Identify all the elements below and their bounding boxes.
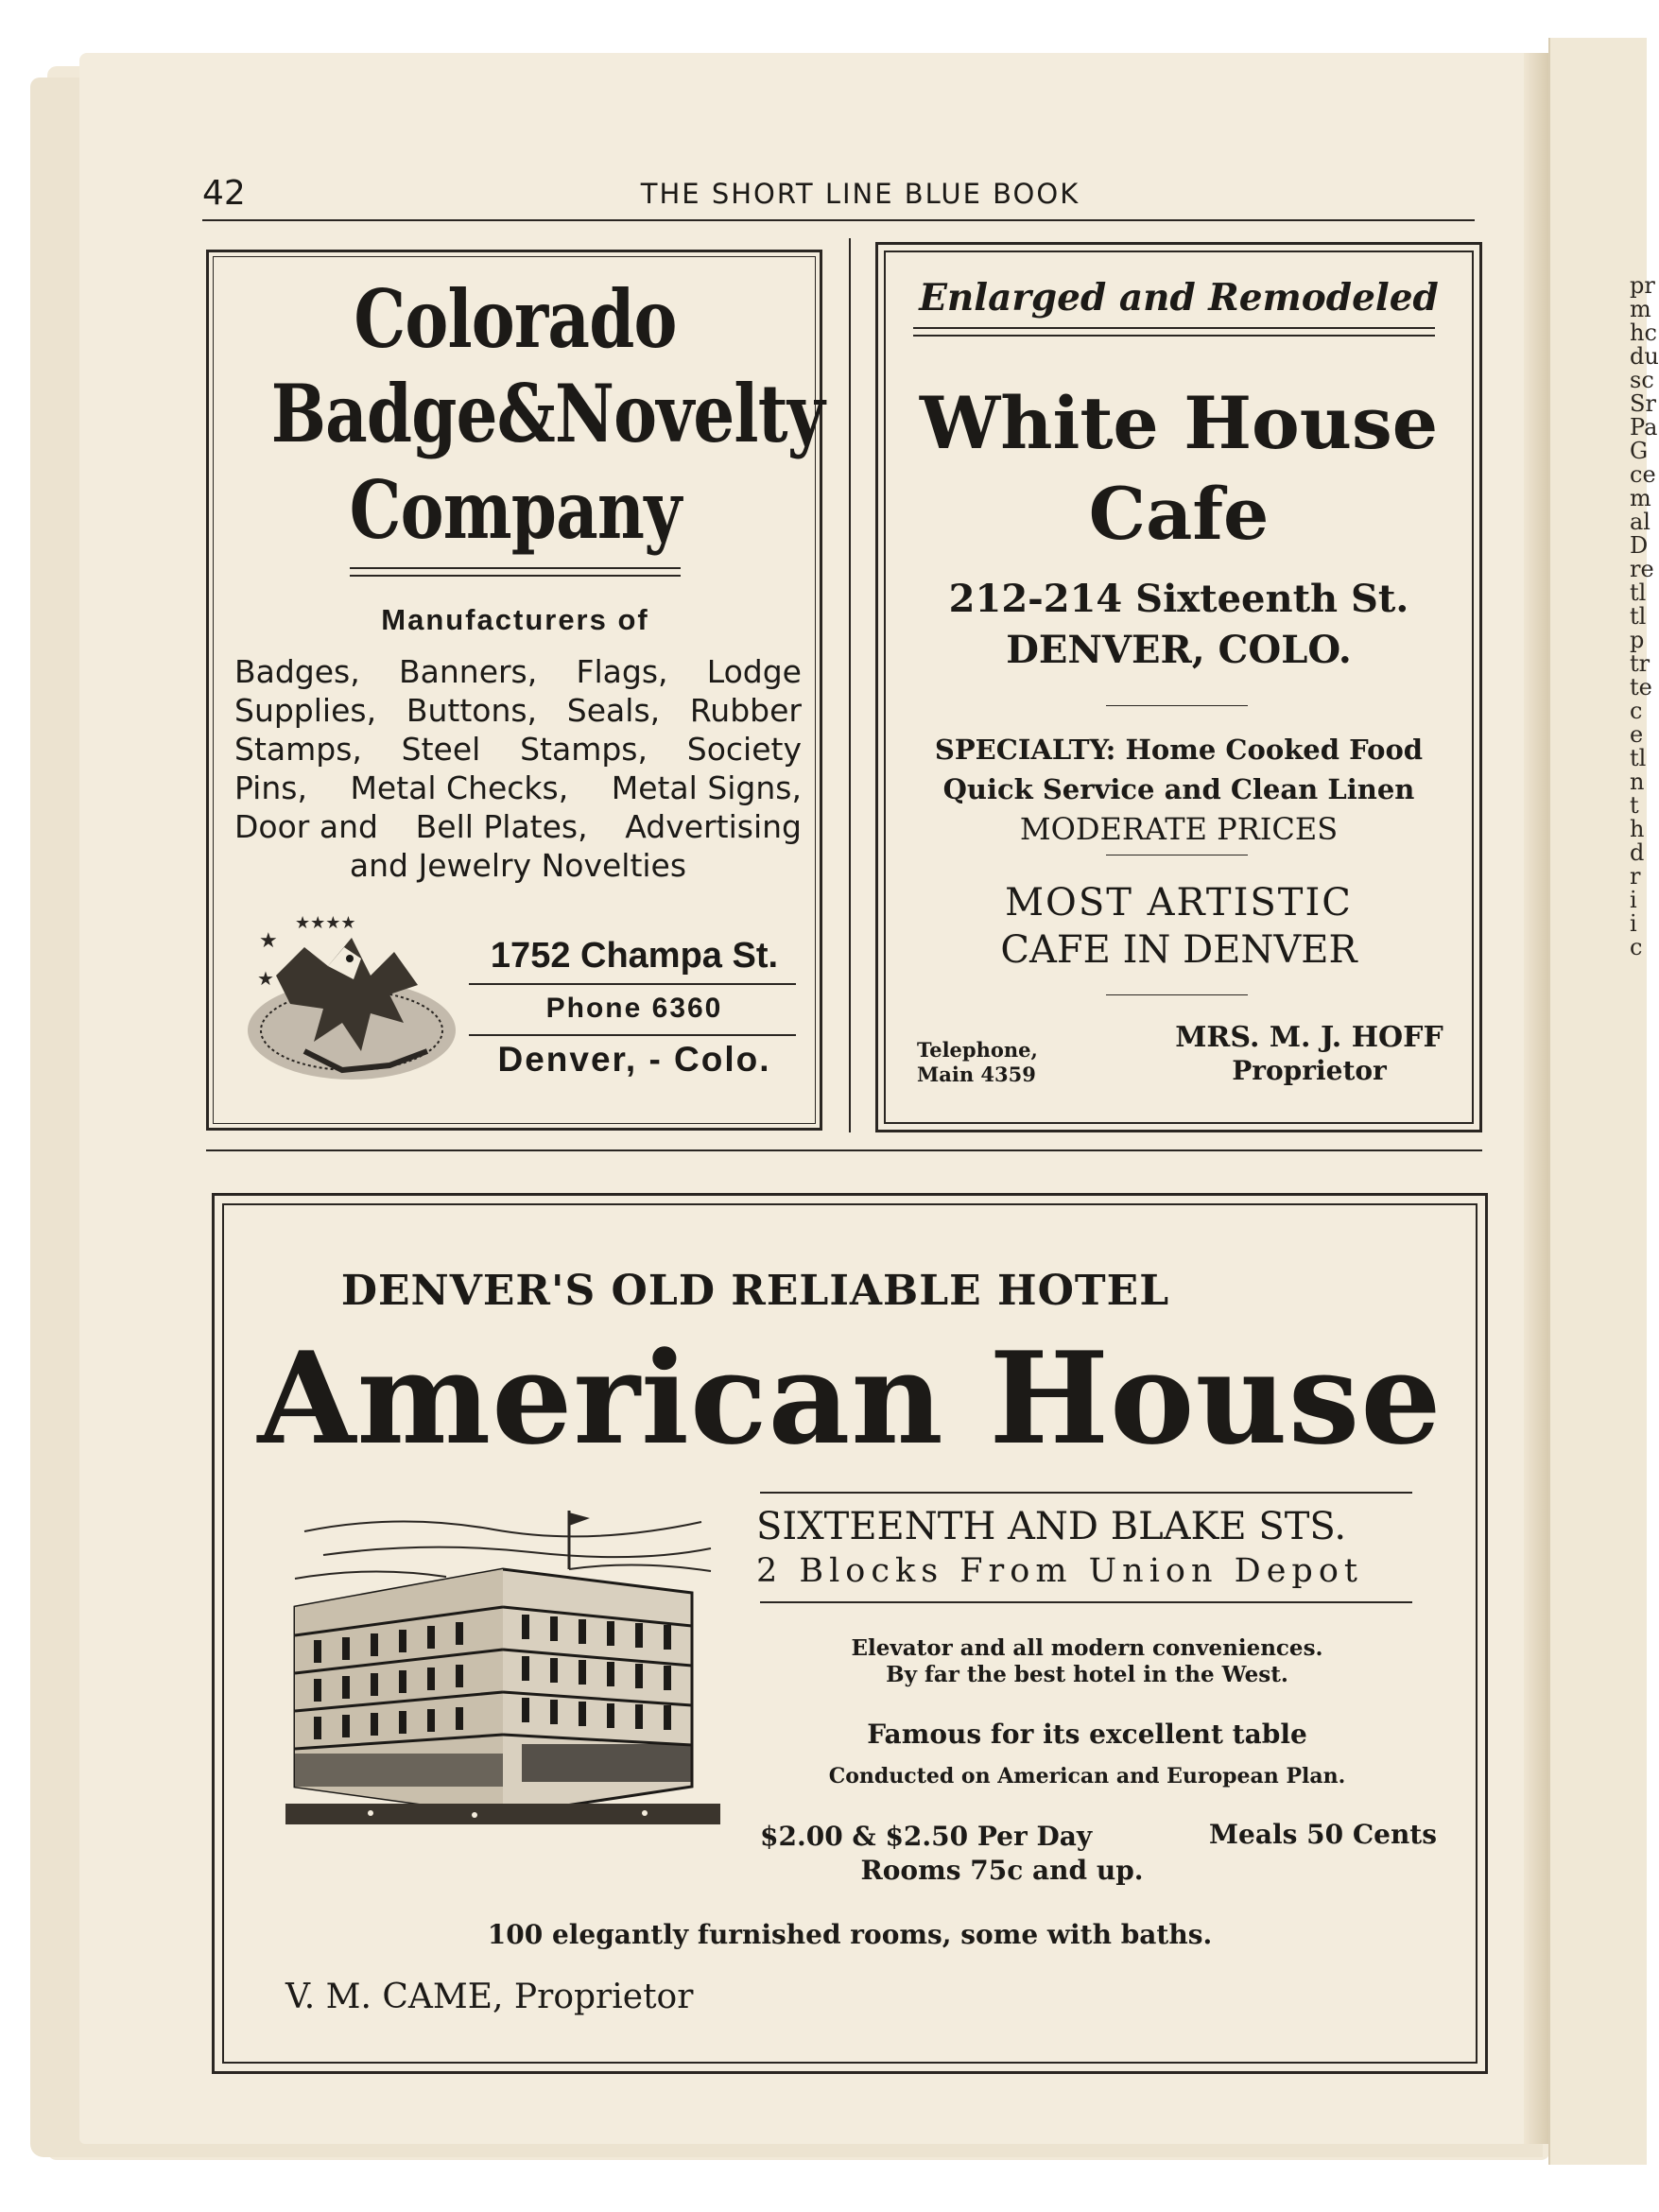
- facing-page-edge: [1548, 38, 1659, 2165]
- header-rule: [202, 219, 1475, 221]
- conveniences: Elevator and all modern conveniences.: [851, 1635, 1323, 1661]
- divider: [1106, 705, 1248, 706]
- cafe-name: Cafe: [1088, 472, 1270, 556]
- slogan: MOST ARTISTIC: [1005, 881, 1353, 925]
- divider: [913, 327, 1435, 329]
- divider: [469, 983, 796, 985]
- phone: Phone 6360: [545, 993, 723, 1024]
- divider: [469, 1034, 796, 1036]
- plan: Conducted on American and European Plan.: [828, 1764, 1346, 1789]
- company-name-line: Company: [349, 463, 682, 557]
- svg-text:★★★★: ★★★★: [295, 913, 356, 933]
- city: DENVER, COLO.: [1006, 628, 1352, 672]
- proprietor-name: MRS. M. J. HOFF: [1175, 1021, 1443, 1054]
- divider: [1106, 994, 1248, 995]
- manufacturers-of: Manufacturers of: [381, 603, 649, 636]
- specialty: SPECIALTY: Home Cooked Food: [934, 734, 1424, 766]
- best-hotel: By far the best hotel in the West.: [886, 1662, 1288, 1687]
- proprietor: V. M. CAME, Proprietor: [285, 1978, 694, 2016]
- divider: [760, 1601, 1412, 1603]
- address: 1752 Champa St.: [490, 936, 779, 976]
- meals-price: Meals 50 Cents: [1209, 1819, 1437, 1850]
- page-number: 42: [202, 174, 246, 213]
- ad-white-house-cafe: [875, 242, 1482, 1132]
- famous-table: Famous for its excellent table: [867, 1719, 1307, 1750]
- list-item: and Jewelry Novelties: [349, 847, 687, 884]
- heading: DENVER'S OLD RELIABLE HOTEL: [340, 1267, 1170, 1315]
- proprietor-label: Proprietor: [1232, 1055, 1387, 1086]
- divider: [913, 335, 1435, 337]
- section-rule: [206, 1149, 1482, 1151]
- distance: 2 Blocks From Union Depot: [756, 1552, 1363, 1590]
- facing-page-text: pr m hc du sc Sr Pa G ce m al D re tl tl p tr te c e tl n t h d r i i c: [1630, 272, 1659, 960]
- tagline: Enlarged and Remodeled: [919, 276, 1439, 320]
- column-rule: [849, 238, 851, 1132]
- list-item: Badges, Banners, Flags, Lodge: [234, 653, 802, 690]
- city: Denver, - Colo.: [497, 1040, 771, 1079]
- rate-per-day: $2.00 & $2.50 Per Day: [760, 1821, 1093, 1852]
- svg-text:★: ★: [259, 929, 278, 953]
- company-name-line: Colorado: [354, 272, 677, 366]
- hotel-name: American House: [257, 1323, 1443, 1473]
- hotel-building-engraving-icon: [285, 1503, 720, 1834]
- list-item: Door and Bell Plates, Advertising: [234, 808, 802, 845]
- eagle-engraving-icon: [238, 909, 465, 1098]
- cafe-name: White House: [919, 381, 1439, 465]
- company-name-line: Badge&Novelty: [270, 367, 824, 460]
- divider: [350, 567, 681, 569]
- list-item: Stamps, Steel Stamps, Society: [234, 731, 802, 768]
- furnished-rooms: 100 elegantly furnished rooms, some with baths.: [487, 1919, 1213, 1950]
- telephone: Telephone,: [917, 1038, 1038, 1062]
- rooms-price: Rooms 75c and up.: [860, 1855, 1144, 1886]
- product-list: [234, 652, 802, 885]
- running-title: THE SHORT LINE BLUE BOOK: [640, 178, 1080, 210]
- divider: [760, 1492, 1412, 1494]
- divider: [350, 575, 681, 577]
- list-item: Supplies, Buttons, Seals, Rubber: [234, 692, 802, 729]
- list-item: Pins, Metal Checks, Metal Signs,: [234, 769, 802, 806]
- location: SIXTEENTH AND BLAKE STS.: [756, 1505, 1347, 1548]
- svg-text:★: ★: [257, 967, 274, 990]
- prices: MODERATE PRICES: [1019, 811, 1339, 847]
- slogan: CAFE IN DENVER: [1000, 928, 1357, 972]
- telephone: Main 4359: [917, 1063, 1036, 1086]
- address: 212-214 Sixteenth St.: [948, 577, 1409, 621]
- service: Quick Service and Clean Linen: [942, 773, 1415, 805]
- book-gutter: [1524, 53, 1548, 2144]
